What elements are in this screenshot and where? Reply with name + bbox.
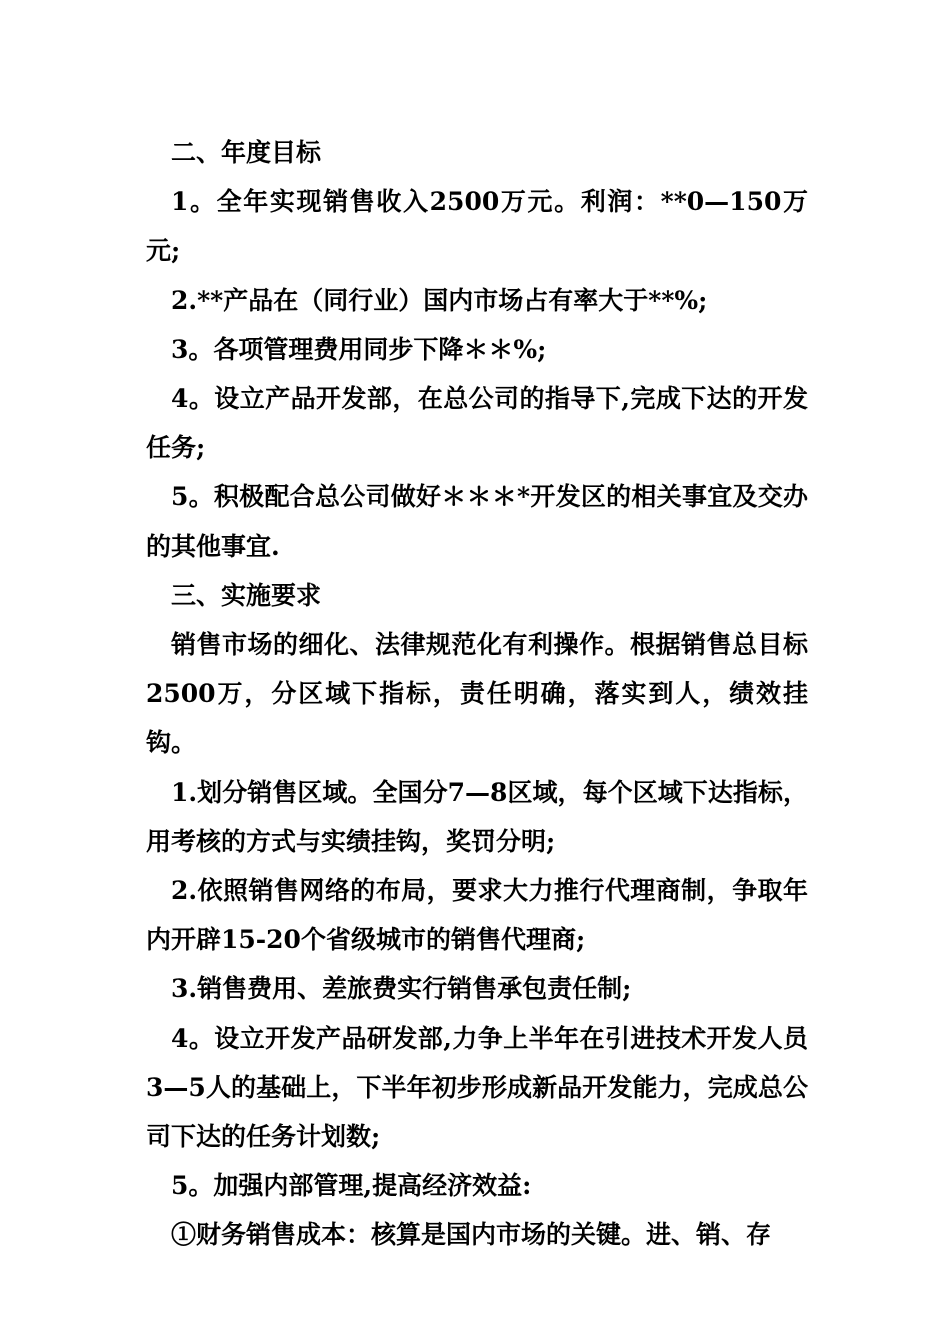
requirement-item-4: 4。设立开发产品研发部,力争上半年在引进技术开发人员3—5人的基础上，下半年初步形成新品开发能力，完成总公司下达的任务计划数; [146, 1023, 808, 1152]
requirement-item-2: 2.依照销售网络的布局，要求大力推行代理商制，争取年内开辟15-20个省级城市的销售代理商; [146, 876, 808, 955]
goal-item-4: 4。设立产品开发部，在总公司的指导下,完成下达的开发任务; [146, 384, 808, 463]
document-body [146, 128, 808, 1260]
requirement-item-1: 1.划分销售区域。全国分7—8区域，每个区域下达指标，用考核的方式与实绩挂钩，奖罚分明; [146, 777, 808, 856]
goal-item-3: 3。各项管理费用同步下降＊＊%; [171, 334, 547, 364]
sub-item-finance: ①财务销售成本：核算是国内市场的关键。进、销、存 [171, 1220, 772, 1250]
section-heading-annual-goals: 二、年度目标 [171, 138, 322, 167]
section-heading-implementation: 三、实施要求 [171, 580, 322, 610]
goal-item-1: 1。全年实现销售收入2500万元。利润：**0—150万元; [146, 187, 808, 266]
requirement-item-5: 5。加强内部管理,提高经济效益: [171, 1171, 532, 1201]
requirement-item-3: 3.销售费用、差旅费实行销售承包责任制; [171, 974, 632, 1004]
implementation-intro: 销售市场的细化、法律规范化有利操作。根据销售总目标2500万，分区域下指标，责任明确，落实到人，绩效挂钩。 [146, 630, 808, 758]
goal-item-2: 2.**产品在（同行业）国内市场占有率大于**%; [171, 285, 708, 315]
goal-item-5: 5。积极配合总公司做好＊＊＊*开发区的相关事宜及交办的其他事宜. [146, 482, 808, 561]
